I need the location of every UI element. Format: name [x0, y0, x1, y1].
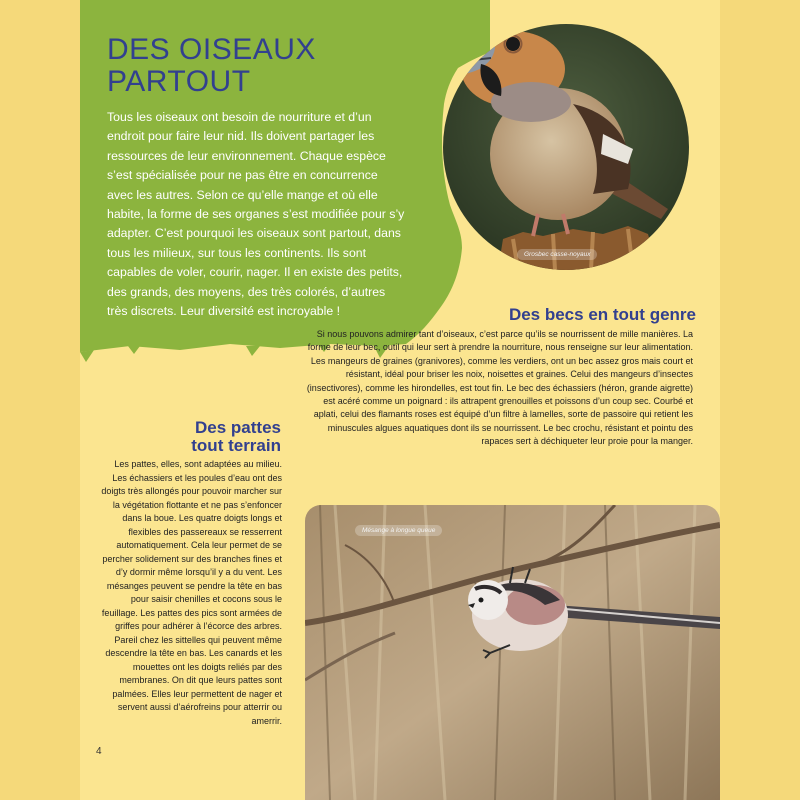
page-number: 4	[96, 746, 102, 757]
hawfinch-illustration	[443, 24, 689, 270]
intro-paragraph: Tous les oiseaux ont besoin de nourriture et d’un endroit pour faire leur nid. Ils doivent partager les ressources de leur environnement. Chaque espèce s’est spécialisée pour ne pas être en concurrence avec les autres. Selon ce qu’elle mange et où elle habite, la forme de ses organes s’est modifiée pour s’y adapter. C’est pourquoi les oiseaux sont partout, dans tous les milieux, sur tous les continents. Ils sont capables de voler, courir, nager. Il en existe des petits, des grands, des moyens, des très colorés, d’autres très discrets. Leur diversité est incroyable !	[107, 110, 405, 319]
pattes-section-title	[191, 419, 281, 455]
intro-text	[107, 108, 407, 321]
title-line-2: PARTOUT	[107, 65, 251, 98]
long-tailed-tit-photo	[305, 505, 720, 800]
pattes-title-line-1: Des pattes	[195, 418, 281, 437]
hawfinch-photo	[443, 24, 689, 270]
becs-section-text	[305, 328, 693, 449]
long-tailed-tit-illustration	[305, 505, 720, 800]
becs-section-title: Des becs en tout genre	[508, 305, 696, 324]
title-line-1: DES OISEAUX	[107, 33, 316, 66]
pattes-title-line-2: tout terrain	[191, 436, 281, 455]
becs-paragraph: Si nous pouvons admirer tant d’oiseaux, c’est parce qu’ils se nourrissent de mille manières. La forme de leur bec, outil qui leur sert à prendre la nourriture, nous renseigne sur leur alimentation. Les mangeurs de graines (granivores), comme les verdiers, ont un bec assez gros mais court et résistant, idéal pour briser les noix, noisettes et graines. Celui des mangeurs d’insectes (insectivores), comme les hirondelles, est tout fin. Le bec des échassiers (héron, grande aigrette) est acéré comme un poignard : ils attrapent grenouilles et poissons d’un coup sec. Courbé et aplati, celui des flamants roses est équipé d’un filtre à lamelles, sorte de passoire qui retient les minuscules algues aquatiques dont ils se nourrissent. Le bec crochu, résistant et pointu des rapaces sert à déchiqueter leur proie pour la manger.	[306, 329, 693, 447]
pattes-paragraph: Les pattes, elles, sont adaptées au milieu. Les échassiers et les poules d’eau ont des doigts très allongés pour pouvoir marcher sur la végétation flottante et ne pas s’enfoncer dans la boue. Les quatre doigts longs et flexibles des passereaux se resserrent automatiquement. Cela leur permet de se percher solidement sur des branches fines et d’y dormir même lorsqu’il y a du vent. Les mésanges peuvent se pendre la tête en bas pour saisir chenilles et cocons sous le feuillage. Les pattes des pics sont armées de griffes pour adhérer à l’écorce des arbres. Pareil chez les sittelles qui peuvent même descendre la tête en bas. Les canards et les mouettes ont les doigts reliés par des membranes. On dit que leurs pattes sont palmées. Elles leur permettent de nager et servent aussi d’aérofreins pour atterrir ou amerrir.	[101, 459, 282, 726]
page-title	[107, 34, 316, 98]
hawfinch-caption: Grosbec casse-noyaux	[517, 249, 597, 260]
pattes-section-text	[98, 458, 282, 728]
tit-caption: Mésange à longue queue	[355, 525, 442, 536]
